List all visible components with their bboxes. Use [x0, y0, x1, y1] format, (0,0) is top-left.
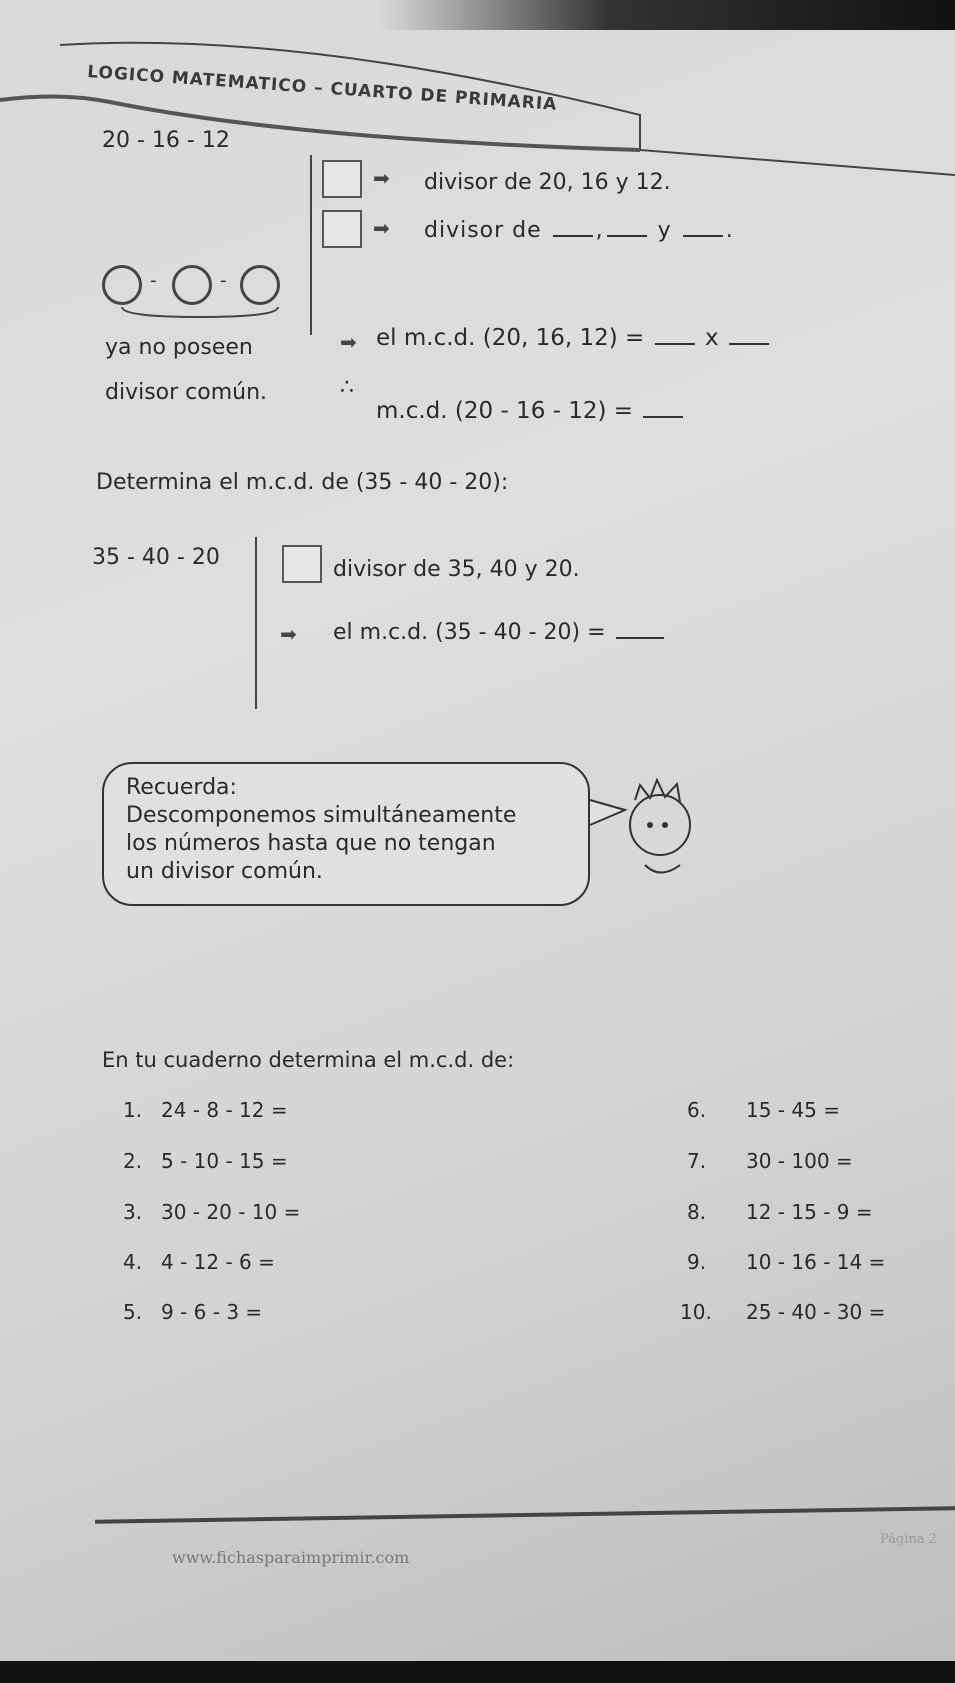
footer-divider: [95, 1506, 955, 1524]
item-expression: 12 - 15 - 9 =: [746, 1200, 873, 1224]
item-expression: 5 - 10 - 15 =: [161, 1149, 288, 1173]
reminder-bubble: [102, 762, 590, 906]
answer-blank[interactable]: [683, 234, 723, 237]
item-expression: 10 - 16 - 14 =: [746, 1250, 886, 1274]
item-expression: 4 - 12 - 6 =: [161, 1250, 275, 1274]
item-expression: 30 - 100 =: [746, 1149, 853, 1173]
reminder-line: los números hasta que no tengan: [126, 831, 496, 856]
page-number: Página 2: [880, 1532, 937, 1547]
separator: -: [220, 270, 227, 291]
brace: [120, 305, 280, 325]
item-expression: 25 - 40 - 30 =: [746, 1300, 886, 1324]
step2-y: y: [657, 218, 672, 243]
cartoon-boy-icon: [585, 770, 715, 900]
therefore-icon: ∴: [340, 375, 354, 400]
note-line-2: divisor común.: [105, 380, 268, 405]
answer-blank[interactable]: [616, 636, 664, 639]
step1-text: divisor de 20, 16 y 12.: [424, 170, 671, 195]
mcd-product: el m.c.d. (20, 16, 12) =: [376, 325, 645, 351]
exercise-prompt: Determina el m.c.d. de (35 - 40 - 20):: [96, 470, 509, 495]
circle-blank[interactable]: [102, 265, 142, 305]
list-item: 5.: [123, 1300, 143, 1324]
exercise-step1: divisor de 35, 40 y 20.: [333, 557, 580, 582]
reminder-title: Recuerda:: [126, 775, 237, 800]
page-title: LOGICO MATEMATICO – CUARTO DE PRIMARIA: [86, 62, 558, 115]
mcd-result: m.c.d. (20 - 16 - 12) =: [376, 398, 634, 424]
list-item: 2.: [123, 1149, 143, 1173]
step2-label: divisor de: [424, 218, 542, 243]
list-item: 6.: [687, 1098, 707, 1122]
item-expression: 30 - 20 - 10 =: [161, 1200, 301, 1224]
footer-url: www.fichasparaimprimir.com: [172, 1548, 410, 1567]
answer-blank[interactable]: [607, 234, 647, 237]
item-expression: 9 - 6 - 3 =: [161, 1300, 263, 1324]
answer-blank[interactable]: [643, 415, 683, 418]
list-item: 7.: [687, 1149, 707, 1173]
answer-box[interactable]: [282, 545, 322, 583]
arrow-icon: ➡: [373, 216, 390, 240]
arrow-icon: ➡: [373, 166, 390, 190]
list-item: 8.: [687, 1200, 707, 1224]
arrow-icon: ➡: [280, 622, 297, 646]
example-numbers: 20 - 16 - 12: [102, 128, 230, 153]
exercise-numbers: 35 - 40 - 20: [92, 545, 220, 570]
circle-blank[interactable]: [172, 265, 212, 305]
answer-blank[interactable]: [553, 234, 593, 237]
division-line: [255, 537, 257, 709]
homework-prompt: En tu cuaderno determina el m.c.d. de:: [102, 1048, 515, 1072]
note-line-1: ya no poseen: [105, 335, 253, 360]
background-shadow: [0, 1661, 955, 1683]
arrow-icon: ➡: [340, 330, 357, 354]
reminder-line: un divisor común.: [126, 859, 323, 884]
circle-blank[interactable]: [240, 265, 280, 305]
times-sign: x: [704, 325, 719, 351]
item-expression: 15 - 45 =: [746, 1098, 840, 1122]
division-line: [310, 155, 312, 335]
list-item: 4.: [123, 1250, 143, 1274]
list-item: 10.: [680, 1300, 712, 1324]
reminder-line: Descomponemos simultáneamente: [126, 803, 517, 828]
list-item: 3.: [123, 1200, 143, 1224]
exercise-result: el m.c.d. (35 - 40 - 20) =: [333, 620, 606, 645]
item-expression: 24 - 8 - 12 =: [161, 1098, 288, 1122]
list-item: 1.: [123, 1098, 143, 1122]
answer-blank[interactable]: [655, 342, 695, 345]
list-item: 9.: [687, 1250, 707, 1274]
answer-box[interactable]: [322, 210, 362, 248]
worksheet-page: LOGICO MATEMATICO – CUARTO DE PRIMARIA 20 - 16 - 12 ➡ divisor de 20, 16 y 12. ➡ divisor de , y . - - ya no poseen divisor común. ➡ el m.c.d. (20, 16, 12) = x ∴ m.c.d. (20 - 16 - 12) = Determina el m.c.d. de (35 - 40 - 20): 35 - 40 - 20 divisor de 35, 40 y 20. ➡ el m.c.d. (35 - 40 - 20) = Recuerda: Descomponemos simultáneamente los números hasta que no tengan un divisor común. En tu cuaderno determina el m.c.d. de: 1. 24 - 8 - 12 = 2. 5 - 10 - 15 = 3. 30 - 20 - 10 = 4. 4 - 12 - 6 = 5. 9 - 6 - 3 = 6. 15 - 45 = 7. 30 - 100 = 8. 12 - 15 - 9 = 9. 10 - 16 - 14 = 10. 25 - 40 - 30 = www.fichasparaimprimir.com Página 2: [0, 0, 955, 1683]
answer-blank[interactable]: [729, 342, 769, 345]
answer-box[interactable]: [322, 160, 362, 198]
separator: -: [150, 270, 157, 291]
